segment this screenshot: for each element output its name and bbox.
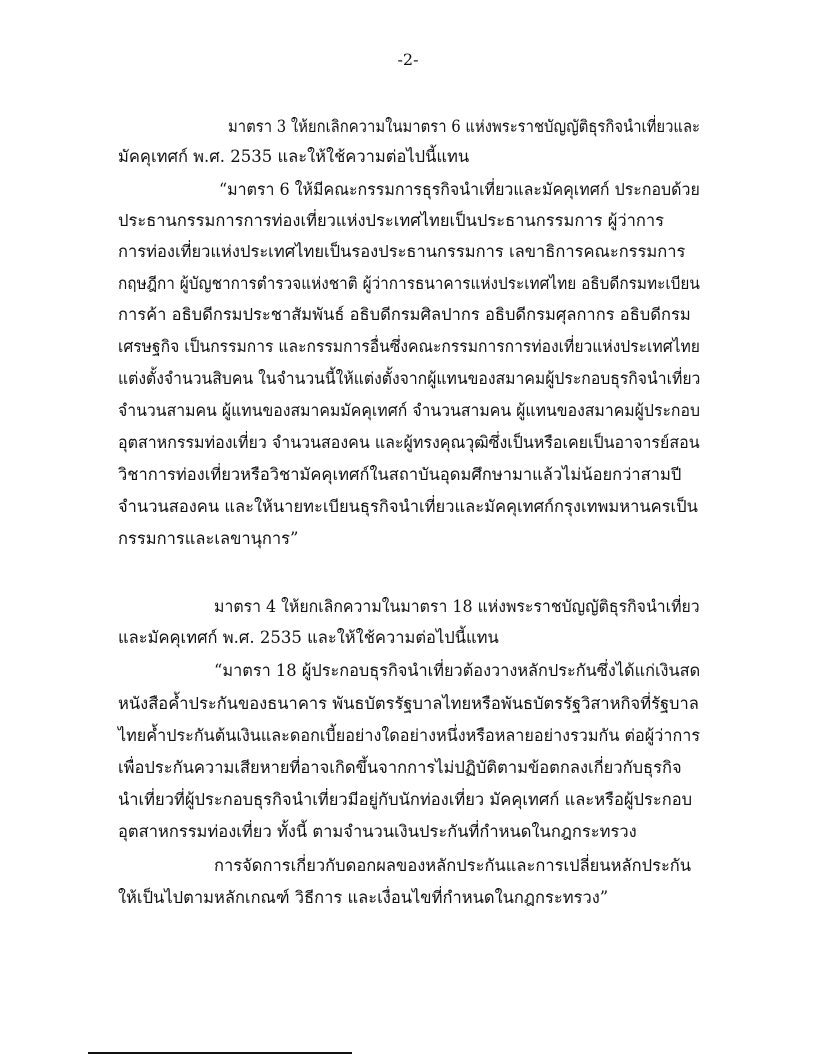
text-line: กรรมการและเลขานุการ” xyxy=(118,529,299,548)
text-line: การจัดการเกี่ยวกับดอกผลของหลักประกันและการเปลี่ยนหลักประกัน xyxy=(214,856,692,875)
text-line: เพื่อประกันความเสียหายที่อาจเกิดขึ้นจากการไม่ปฏิบัติตามข้อตกลงเกี่ยวกับธุรกิจ xyxy=(118,758,682,777)
text-line: การท่องเที่ยวแห่งประเทศไทยเป็นรองประธานกรรมการ เลขาธิการคณะกรรมการ xyxy=(118,242,686,261)
text-line: และมัคคุเทศก์ พ.ศ. 2535 และให้ใช้ความต่อไปนี้แทน xyxy=(118,628,499,647)
text-line: มัคคุเทศก์ พ.ศ. 2535 และให้ใช้ความต่อไปนี้แทน xyxy=(118,147,470,166)
page-number: -2- xyxy=(397,50,419,69)
text-line: จำนวนสามคน ผู้แทนของสมาคมมัคคุเทศก์ จำนวนสามคน ผู้แทนของสมาคมผู้ประกอบ xyxy=(118,401,700,420)
text-line: การค้า อธิบดีกรมประชาสัมพันธ์ อธิบดีกรมศิลปากร อธิบดีกรมศุลกากร อธิบดีกรม xyxy=(118,305,691,324)
text-line: “มาตรา 6 ให้มีคณะกรรมการธุรกิจนำเที่ยวและมัคคุเทศก์ ประกอบด้วย xyxy=(219,180,700,199)
text-line: นำเที่ยวที่ผู้ประกอบธุรกิจนำเที่ยวมีอยู่กับนักท่องเที่ยว มัคคุเทศก์ และหรือผู้ประกอบ xyxy=(118,790,693,809)
text-line: วิชาการท่องเที่ยวหรือวิชามัคคุเทศก์ในสถาบันอุดมศึกษามาแล้วไม่น้อยกว่าสามปี xyxy=(118,465,682,484)
text-line: แต่งตั้งจำนวนสิบคน ในจำนวนนี้ให้แต่งตั้งจากผู้แทนของสมาคมผู้ประกอบธุรกิจนำเที่ยว xyxy=(118,369,701,388)
text-line: ไทยค้ำประกันต้นเงินและดอกเบี้ยอย่างใดอย่างหนึ่งหรือหลายอย่างรวมกัน ต่อผู้ว่าการ xyxy=(118,726,701,745)
text-line: “มาตรา 18 ผู้ประกอบธุรกิจนำเที่ยวต้องวางหลักประกันซึ่งได้แก่เงินสด xyxy=(214,661,701,680)
footnote-divider xyxy=(88,1052,352,1054)
text-line: อุตสาหกรรมท่องเที่ยว ทั้งนี้ ตามจำนวนเงินประกันที่กำหนดในกฎกระทรวง xyxy=(118,822,637,841)
text-line: ประธานกรรมการการท่องเที่ยวแห่งประเทศไทยเป็นประธานกรรมการ ผู้ว่าการ xyxy=(118,211,665,230)
text-line: มาตรา 4 ให้ยกเลิกความในมาตรา 18 แห่งพระราชบัญญัติธุรกิจนำเที่ยว xyxy=(214,597,700,616)
text-line: จำนวนสองคน และให้นายทะเบียนธุรกิจนำเที่ยวและมัคคุเทศก์กรุงเทพมหานครเป็น xyxy=(118,497,698,516)
text-line: กฤษฎีกา ผู้บัญชาการตำรวจแห่งชาติ ผู้ว่าการธนาคารแห่งประเทศไทย อธิบดีกรมทะเบียน xyxy=(118,274,700,293)
text-line: ให้เป็นไปตามหลักเกณฑ์ วิธีการ และเงื่อนไขที่กำหนดในกฎกระทรวง” xyxy=(118,888,609,907)
text-line: อุตสาหกรรมท่องเที่ยว จำนวนสองคน และผู้ทรงคุณวุฒิซึ่งเป็นหรือเคยเป็นอาจารย์สอน xyxy=(118,433,700,452)
text-line: หนังสือค้ำประกันของธนาคาร พันธบัตรรัฐบาลไทยหรือพันธบัตรรัฐวิสาหกิจที่รัฐบาล xyxy=(118,694,699,713)
text-line: เศรษฐกิจ เป็นกรรมการ และกรรมการอื่นซึ่งคณะกรรมการการท่องเที่ยวแห่งประเทศไทย xyxy=(118,337,700,356)
text-line: มาตรา 3 ให้ยกเลิกความในมาตรา 6 แห่งพระราชบัญญัติธุรกิจนำเที่ยวและ xyxy=(228,117,701,136)
